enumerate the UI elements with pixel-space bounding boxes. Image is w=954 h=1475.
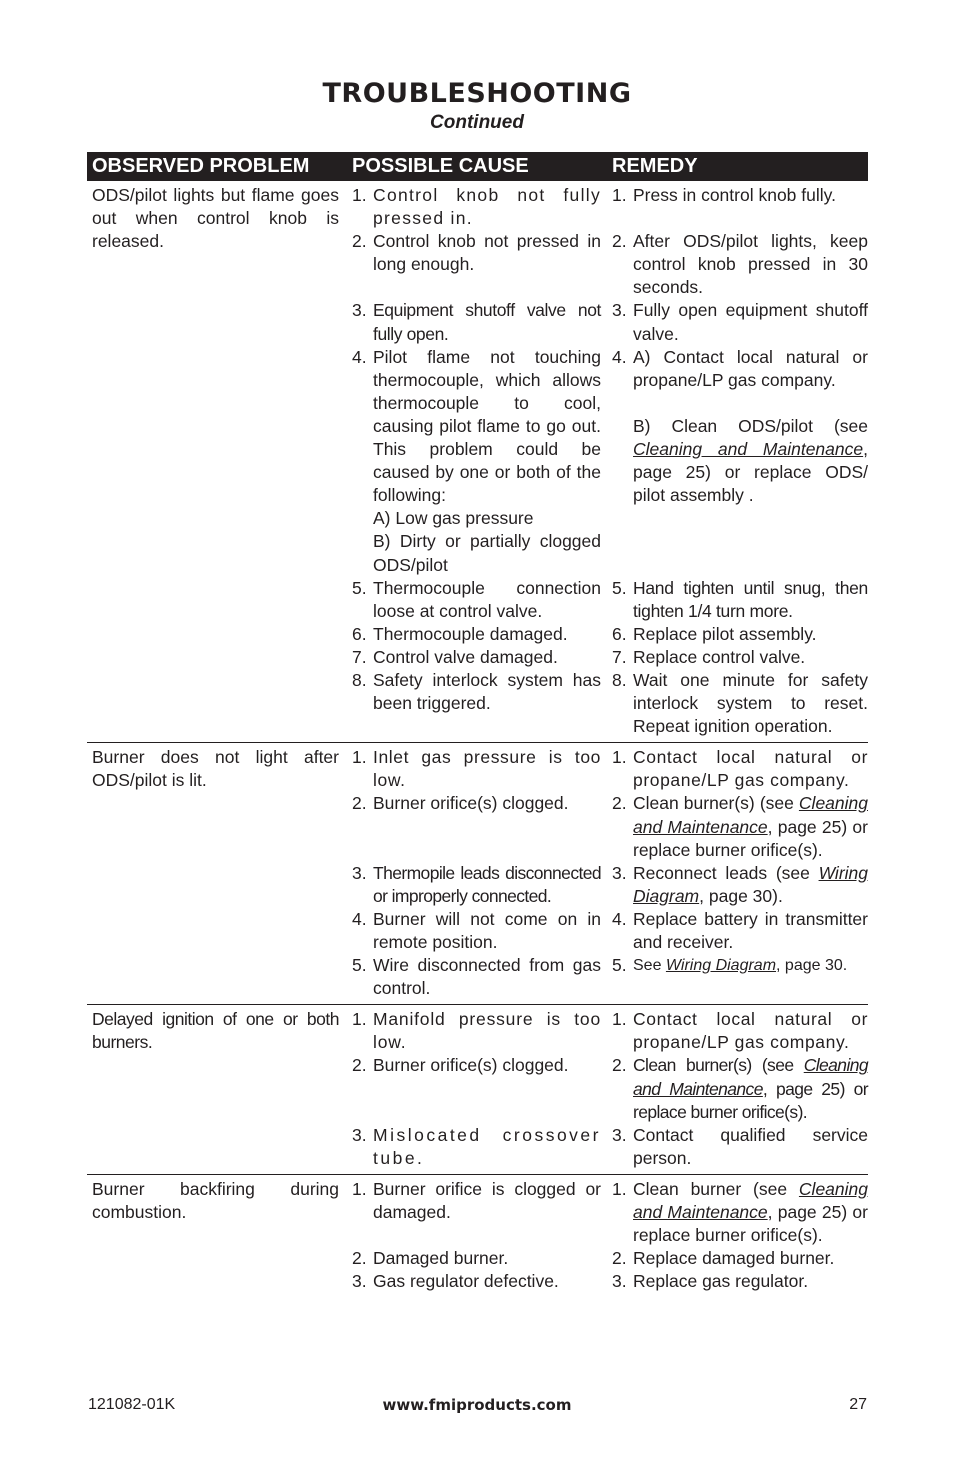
cause-number: 4. [352,908,367,929]
observed-problem: Burner backfiring during combustion. [92,1178,339,1223]
table-row [347,1270,868,1293]
possible-cause: Burner orifice is clogged or damaged. [373,1178,601,1223]
remedy: Hand tighten until snug, then tighten 1/4 turn more. [633,577,868,621]
remedy-number: 4. [612,346,627,367]
cause-number: 1. [352,1178,367,1199]
table-row [347,1247,868,1270]
website-url: www.fmiproducts.com [382,1396,572,1414]
table-row [347,1175,868,1247]
remedy-number: 2. [612,793,627,814]
table-row [347,623,868,646]
remedy: Replace battery in transmitter and receiver. [633,908,868,952]
remedy-number: 6. [612,623,627,644]
column-header-remedy: REMEDY [612,155,698,177]
table-row [347,346,868,577]
table-row [347,862,868,908]
remedy: Clean burner(s) (see Cleaning and Maintenance, page 25) or replace burner orifice(s). [633,1055,868,1122]
cause-number: 2. [352,793,367,814]
possible-cause: Thermocouple damaged. [373,623,568,644]
table-row [347,743,868,792]
remedy-sub-b: B) Clean ODS/pilot (see Cleaning and Maintenance, page 25) or replace ODS/ pilot assembly . [633,415,868,506]
column-header-possible-cause: POSSIBLE CAUSE [352,155,529,177]
table-row [347,669,868,738]
remedy: Wait one minute for safety interlock system to reset. Repeat ignition operation. [633,669,868,737]
cause-number: 5. [352,577,367,598]
possible-cause: Control valve damaged. [373,646,558,667]
page-title: TROUBLESHOOTING [322,78,632,109]
remedy: Contact qualified service person. [633,1124,868,1168]
page-subtitle: Continued [430,112,524,133]
table-row-group [87,181,868,743]
possible-cause: Burner will not come on in remote position. [373,908,601,952]
remedy: Press in control knob fully. [633,185,836,205]
column-header-observed-problem: OBSERVED PROBLEM [92,155,310,177]
remedy-number: 3. [612,1124,627,1145]
table-row-group [87,1005,868,1175]
cause-number: 3. [352,1124,367,1145]
observed-problem: ODS/pilot lights but flame goes out when control knob is released. [92,185,339,252]
table-row [347,299,868,345]
table-row [347,908,868,954]
table-row-group [87,1175,868,1297]
remedy-number: 8. [612,669,627,690]
table-row-group [87,743,868,1005]
cross-reference-link: Cleaning and Maintenance [633,1178,868,1223]
possible-cause: Inlet gas pressure is too low. [373,747,601,791]
remedy-number: 2. [612,1248,627,1269]
cross-reference-link: Wiring Diagram [633,862,868,906]
remedy-number: 4. [612,908,627,929]
table-row [347,954,868,1000]
cause-number: 3. [352,1271,367,1292]
cross-reference-link: Cleaning and Maintenance [633,1055,868,1099]
table-row [347,577,868,623]
remedy: Reconnect leads (see Wiring Diagram, page 30). [633,862,868,906]
possible-cause: Equipment shutoff valve not fully open. [373,300,601,344]
remedy-sub-a: A) Contact local natural or propane/LP gas company. [633,346,868,390]
cause-number: 3. [352,300,367,321]
remedy-number: 3. [612,300,627,321]
possible-cause: Pilot flame not touching thermocouple, which allows thermocouple to cool, causing pilot flame to go out. This problem could be caused by one or both of the following: [373,346,601,506]
possible-cause: Control knob not pressed in long enough. [373,231,601,275]
cause-number: 3. [352,862,367,883]
remedy: Fully open equipment shutoff valve. [633,300,868,344]
troubleshooting-table [87,152,868,1297]
remedy: Contact local natural or propane/LP gas company. [633,747,868,791]
table-row [347,1054,868,1123]
possible-cause-sub-b: B) Dirty or partially clogged ODS/pilot [373,531,601,575]
observed-problem: Delayed ignition of one or both burners. [92,1009,339,1053]
remedy-number: 5. [612,955,627,976]
possible-cause: Thermocouple connection loose at control valve. [373,577,601,621]
remedy: Replace damaged burner. [633,1248,835,1269]
possible-cause: Thermopile leads disconnected or improperly connected. [373,862,601,906]
observed-problem: Burner does not light after ODS/pilot is lit. [92,747,339,791]
page-number: 27 [849,1396,867,1413]
cause-number: 1. [352,747,367,768]
possible-cause: Burner orifice(s) clogged. [373,1055,569,1076]
cross-reference-link: Cleaning and Maintenance [633,793,868,837]
remedy: Replace pilot assembly. [633,623,817,644]
cause-number: 8. [352,669,367,690]
remedy: Replace gas regulator. [633,1271,809,1292]
table-row [347,792,868,861]
cause-number: 2. [352,231,367,252]
cause-number: 6. [352,623,367,644]
remedy-number: 1. [612,1178,627,1199]
remedy: Clean burner(s) (see Cleaning and Maintenance, page 25) or replace burner orifice(s). [633,793,868,860]
cause-number: 4. [352,346,367,367]
cause-number: 5. [352,955,367,976]
remedy: Replace control valve. [633,646,806,667]
possible-cause: Damaged burner. [373,1248,509,1269]
remedy: See Wiring Diagram, page 30. [633,957,848,975]
remedy-number: 5. [612,577,627,598]
possible-cause: Mislocated crossover tube. [373,1124,601,1168]
table-row [347,646,868,669]
possible-cause: Safety interlock system has been triggered. [373,669,601,714]
cause-number: 1. [352,185,367,205]
possible-cause-sub-a: A) Low gas pressure [373,508,534,529]
remedy: After ODS/pilot lights, keep control knob pressed in 30 seconds. [633,231,868,298]
possible-cause: Gas regulator defective. [373,1271,559,1292]
cross-reference-link: Wiring Diagram [665,957,777,975]
possible-cause: Wire disconnected from gas control. [373,955,601,999]
table-header [87,152,868,181]
cause-number: 7. [352,646,367,667]
remedy-number: 1. [612,1009,627,1030]
table-row [347,1005,868,1054]
cross-reference-link: Cleaning and Maintenance [633,438,864,459]
remedy-number: 1. [612,185,627,205]
cause-number: 2. [352,1248,367,1269]
cause-number: 2. [352,1055,367,1076]
table-row [347,230,868,299]
cause-number: 1. [352,1009,367,1030]
possible-cause: Manifold pressure is too low. [373,1009,601,1053]
remedy: Contact local natural or propane/LP gas company. [633,1009,868,1053]
remedy-number: 2. [612,1055,627,1076]
remedy-number: 1. [612,747,627,768]
remedy-number: 7. [612,646,627,667]
remedy-number: 2. [612,231,627,252]
document-number: 121082-01K [88,1396,176,1413]
possible-cause: Control knob not fully pressed in. [373,185,601,229]
table-row [347,181,868,230]
remedy-number: 3. [612,1271,627,1292]
remedy: Clean burner (see Cleaning and Maintenance, page 25) or replace burner orifice(s). [633,1178,868,1246]
possible-cause: Burner orifice(s) clogged. [373,793,569,814]
table-row [347,1124,868,1170]
remedy-number: 3. [612,862,627,883]
